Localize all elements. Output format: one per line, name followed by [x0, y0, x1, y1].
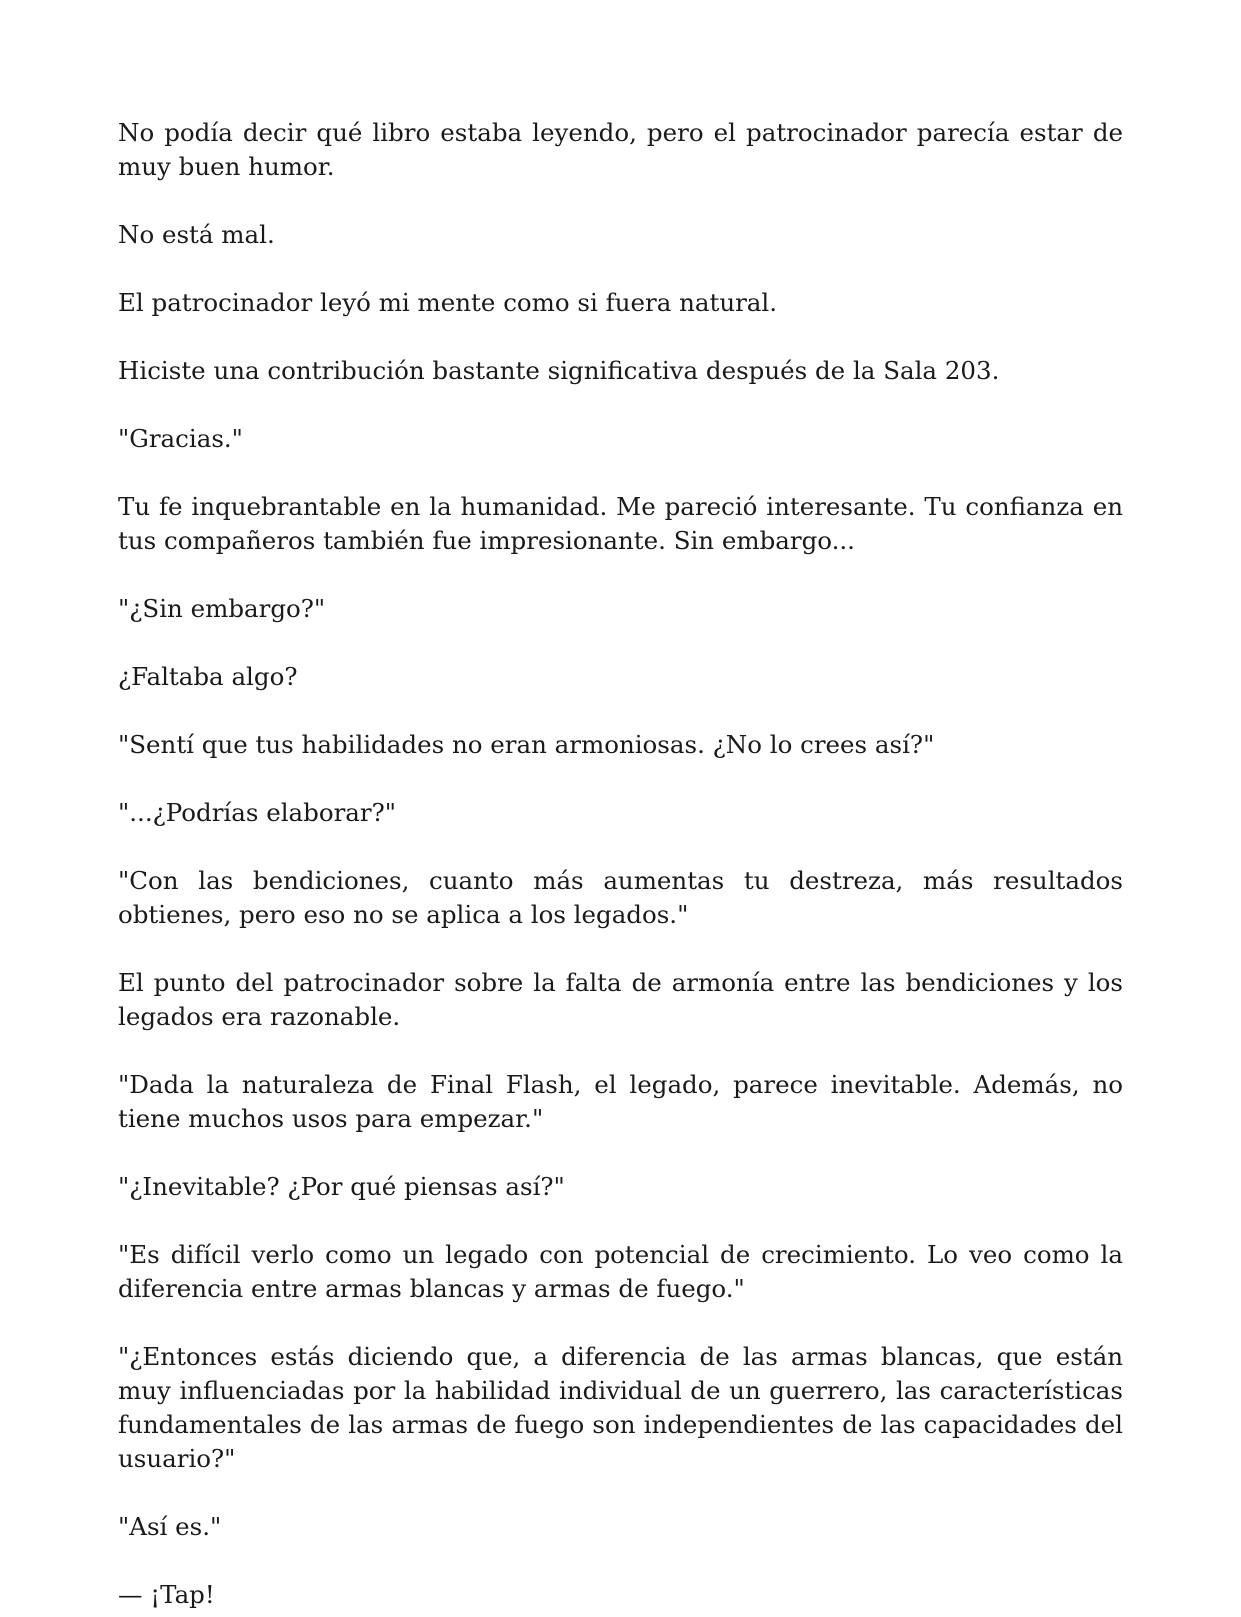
paragraph: "...¿Podrías elaborar?"	[118, 798, 397, 827]
document-page	[118, 116, 1123, 1612]
paragraph: "Con las bendiciones, cuanto más aumentas tu destreza, más resultados obtienes, pero eso no se aplica a los legados."	[118, 866, 1123, 929]
paragraph: "¿Entonces estás diciendo que, a diferencia de las armas blancas, que están muy influenciadas por la habilidad individual de un guerrero, las características fundamentales de las armas de fuego son independientes de las capacidades del usuario?"	[118, 1342, 1123, 1473]
paragraph: "Es difícil verlo como un legado con potencial de crecimiento. Lo veo como la diferencia entre armas blancas y armas de fuego."	[118, 1240, 1123, 1303]
paragraph: "Así es."	[118, 1512, 222, 1541]
paragraph: No está mal.	[118, 220, 275, 249]
paragraph: "¿Sin embargo?"	[118, 594, 326, 623]
paragraph: — ¡Tap!	[118, 1580, 215, 1609]
paragraph: El patrocinador leyó mi mente como si fuera natural.	[118, 288, 778, 317]
paragraph: "¿Inevitable? ¿Por qué piensas así?"	[118, 1172, 565, 1201]
paragraph: Hiciste una contribución bastante significativa después de la Sala 203.	[118, 356, 1000, 385]
paragraph: ¿Faltaba algo?	[118, 662, 298, 691]
paragraph: "Gracias."	[118, 424, 243, 453]
paragraph: El punto del patrocinador sobre la falta de armonía entre las bendiciones y los legados era razonable.	[118, 968, 1123, 1031]
paragraph: No podía decir qué libro estaba leyendo, pero el patrocinador parecía estar de muy buen humor.	[118, 118, 1123, 181]
paragraph: Tu fe inquebrantable en la humanidad. Me pareció interesante. Tu confianza en tus compañeros también fue impresionante. Sin embargo...	[118, 492, 1123, 555]
paragraph: "Dada la naturaleza de Final Flash, el legado, parece inevitable. Además, no tiene muchos usos para empezar."	[118, 1070, 1123, 1133]
paragraph: "Sentí que tus habilidades no eran armoniosas. ¿No lo crees así?"	[118, 730, 935, 759]
